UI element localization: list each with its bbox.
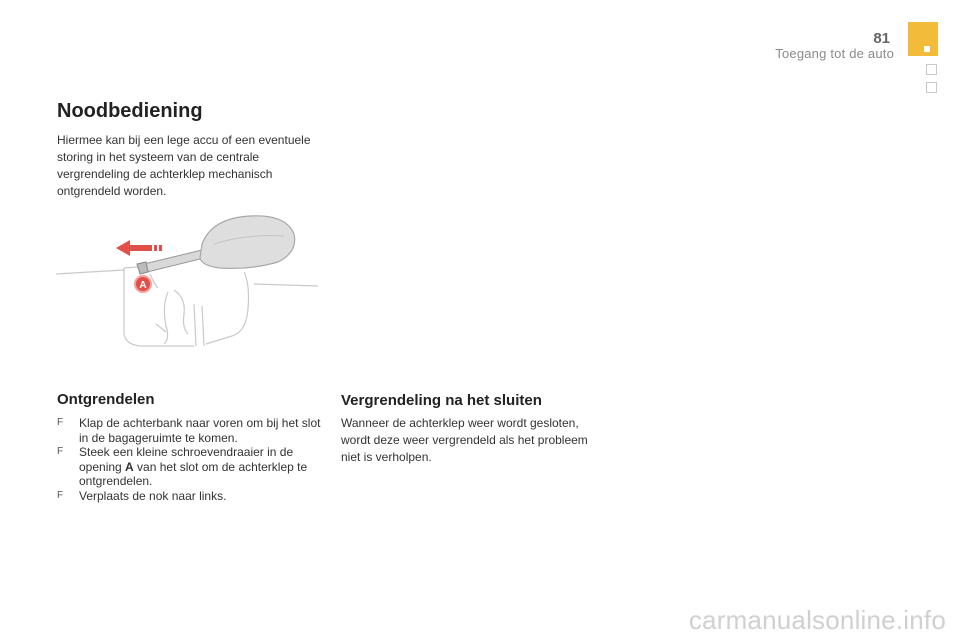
list-item: F Steek een kleine schroevendraaier in de opening A van het slot om de achterklep te ontgrendelen. <box>57 445 308 488</box>
chapter-tab[interactable] <box>926 82 937 93</box>
bullet-icon: F <box>57 446 64 457</box>
arrow-left-icon <box>116 240 162 256</box>
intro-paragraph: Hiermee kan bij een lege accu of een eventuele storing in het systeem van de centrale vergrendeling de achterklep mechanisch ontgrendeld worden. <box>57 133 311 198</box>
opening-a-ref: A <box>125 459 134 474</box>
tab-marker-icon <box>924 46 930 52</box>
chapter-tab-active[interactable] <box>908 22 938 56</box>
callout-a-label: A <box>139 280 147 291</box>
list-item: F Klap de achterbank naar voren om bij het slot in de bagageruimte te komen. <box>57 416 321 445</box>
relock-paragraph: Wanneer de achterklep weer wordt gesloten, wordt deze weer vergrendeld als het probleem niet is verholpen. <box>341 416 588 464</box>
section-heading-relock: Vergrendeling na het sluiten <box>341 392 542 409</box>
unlock-steps-list <box>57 416 327 503</box>
page-title: Noodbediening <box>57 100 203 122</box>
chapter-title: Toegang tot de auto <box>775 46 894 61</box>
bullet-icon: F <box>57 489 64 501</box>
screwdriver-icon <box>137 216 295 274</box>
tailgate-lock-illustration <box>54 214 320 352</box>
list-item: F Verplaats de nok naar links. <box>57 488 227 503</box>
watermark: carmanualsonline.info <box>688 605 946 635</box>
chapter-tab[interactable] <box>926 64 937 75</box>
section-heading-unlock: Ontgrendelen <box>57 391 155 408</box>
bullet-icon: F <box>57 417 64 428</box>
page-number: 81 <box>873 30 890 47</box>
